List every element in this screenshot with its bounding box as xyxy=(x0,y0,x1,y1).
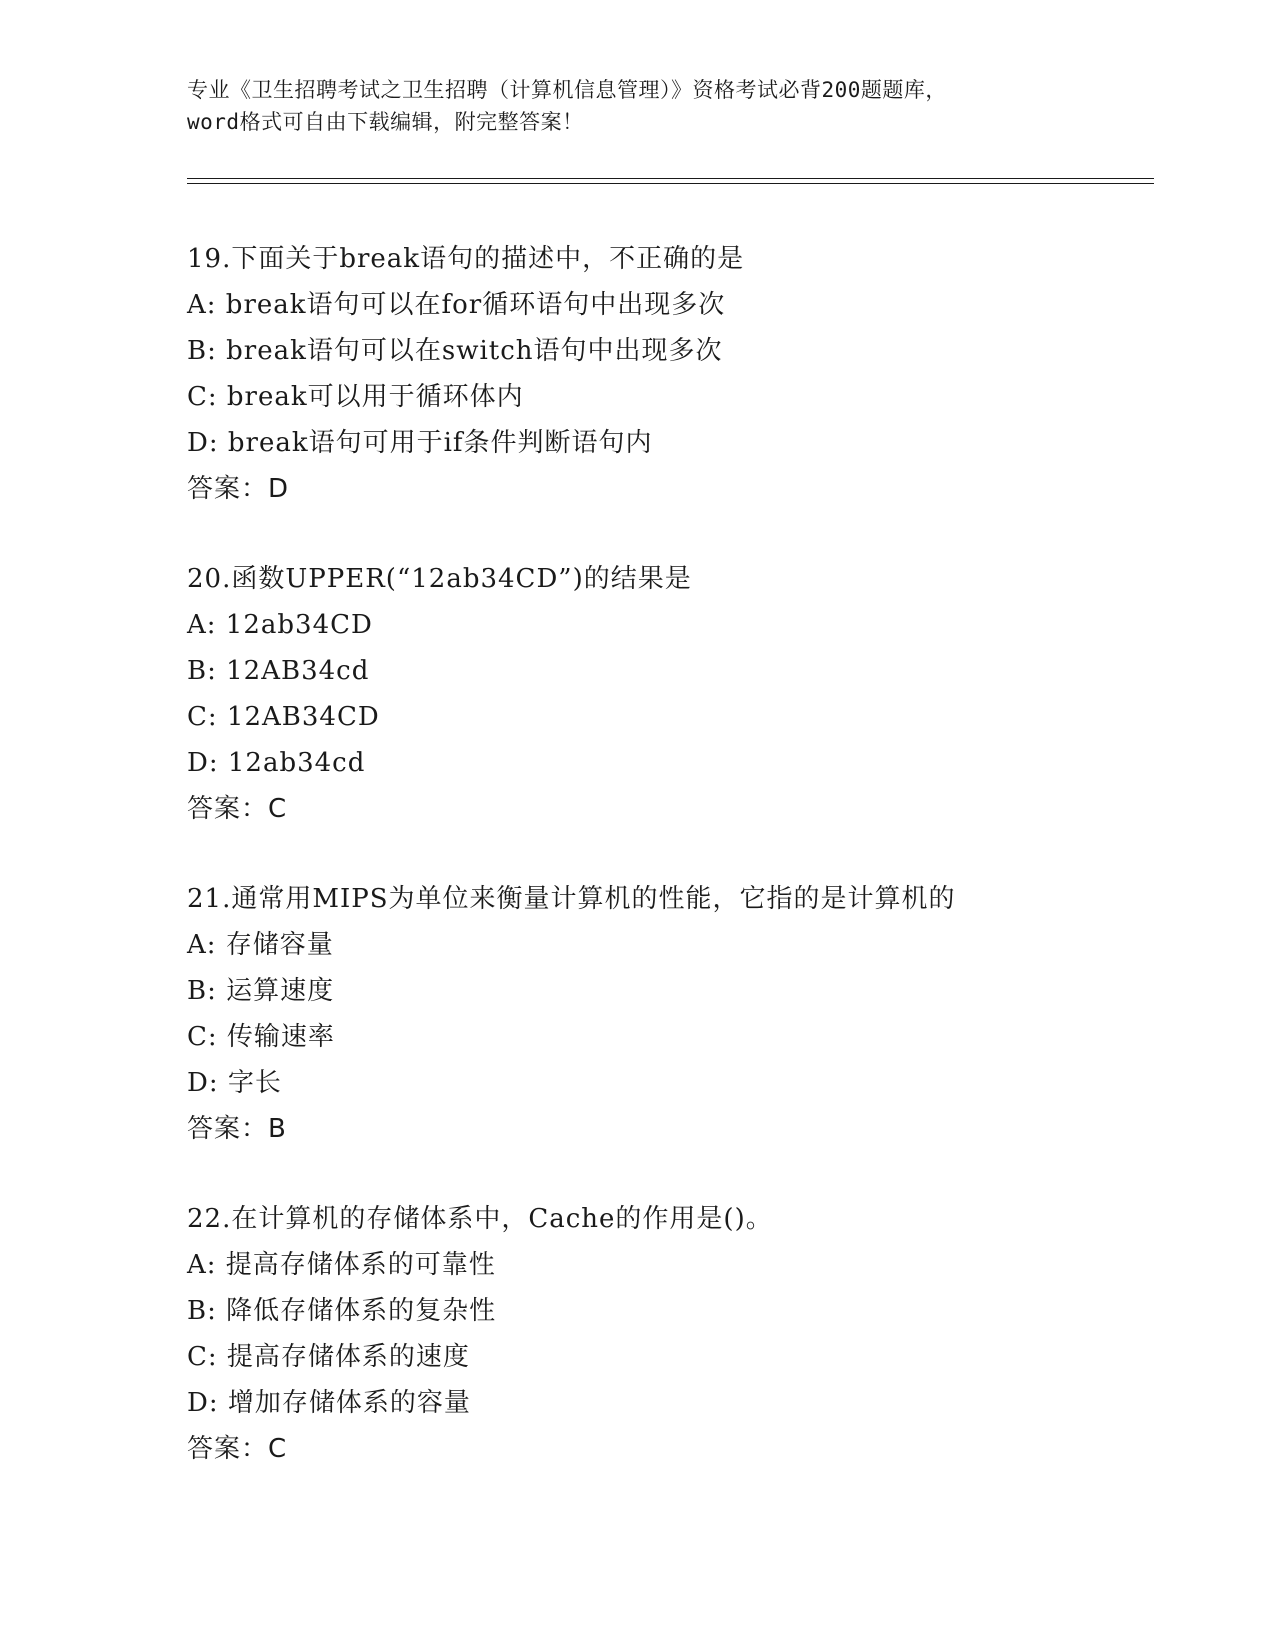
answer-label: 答案：D xyxy=(187,474,290,504)
question-stem: 20.函数UPPER(“12ab34CD”)的结果是 xyxy=(187,564,692,594)
option-b: B: 12AB34cd xyxy=(187,656,370,686)
question-22 xyxy=(187,1196,1147,1516)
option-b: B: break语句可以在switch语句中出现多次 xyxy=(187,336,723,366)
header-divider-bottom xyxy=(187,183,1154,184)
option-a: A: 12ab34CD xyxy=(187,610,373,640)
option-a: A: break语句可以在for循环语句中出现多次 xyxy=(187,290,726,320)
question-stem: 22.在计算机的存储体系中，Cache的作用是()。 xyxy=(187,1204,773,1234)
option-b: B: 降低存储体系的复杂性 xyxy=(187,1296,497,1326)
question-stem: 19.下面关于break语句的描述中，不正确的是 xyxy=(187,244,745,274)
answer-label: 答案：C xyxy=(187,794,288,824)
question-19 xyxy=(187,236,1147,556)
option-d: D: 字长 xyxy=(187,1068,282,1098)
option-b: B: 运算速度 xyxy=(187,976,335,1006)
header-divider-top xyxy=(187,178,1154,179)
option-d: D: break语句可用于if条件判断语句内 xyxy=(187,428,653,458)
option-c: C: break可以用于循环体内 xyxy=(187,382,524,412)
answer-label: 答案：C xyxy=(187,1434,288,1464)
question-list xyxy=(187,236,1147,1516)
option-a: A: 存储容量 xyxy=(187,930,334,960)
question-stem: 21.通常用MIPS为单位来衡量计算机的性能，它指的是计算机的 xyxy=(187,884,956,914)
answer-label: 答案：B xyxy=(187,1114,287,1144)
header-line-1: 专业《卫生招聘考试之卫生招聘（计算机信息管理）》资格考试必背200题题库， xyxy=(187,78,947,102)
option-c: C: 传输速率 xyxy=(187,1022,335,1052)
document-header xyxy=(187,74,1087,138)
option-d: D: 增加存储体系的容量 xyxy=(187,1388,471,1418)
option-d: D: 12ab34cd xyxy=(187,748,366,778)
option-c: C: 12AB34CD xyxy=(187,702,380,732)
question-20 xyxy=(187,556,1147,876)
question-21 xyxy=(187,876,1147,1196)
option-a: A: 提高存储体系的可靠性 xyxy=(187,1250,496,1280)
header-line-2: word格式可自由下载编辑，附完整答案！ xyxy=(187,110,584,134)
option-c: C: 提高存储体系的速度 xyxy=(187,1342,470,1372)
